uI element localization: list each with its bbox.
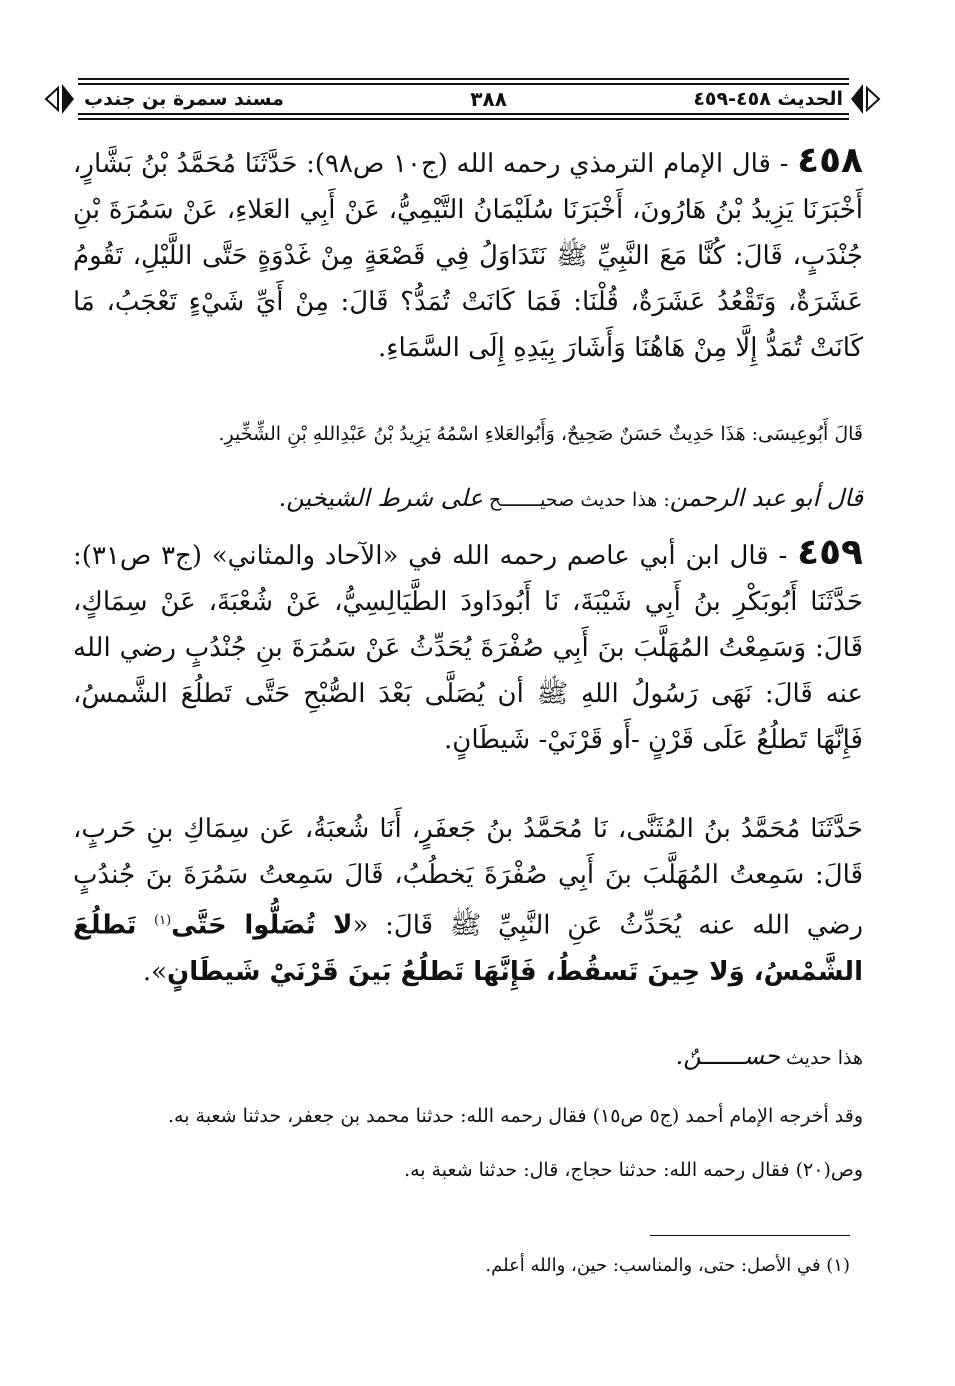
hadith-number: ٤٥٩ — [797, 532, 864, 573]
header-hadith-range: الحديث ٤٥٨-٤٥٩ — [693, 88, 843, 110]
prophetic-saying-part2: تَطلُعَ الشَّمْسُ، وَلا حِينَ تَسقُطُ، فَإِنَّهَا تَطلُعُ بَينَ قَرْنَيْ شَيطَانٍ — [73, 910, 863, 987]
hadith-number: ٤٥٨ — [797, 140, 864, 181]
hadith-458 — [73, 138, 863, 371]
author-verdict-suffix: على شرط الشيخين. — [278, 484, 483, 512]
prophetic-saying-part1: لا تُصَلُّوا حَتَّى — [171, 910, 353, 941]
takhrij-ahmad-2: وص(٢٠) فقال رحمه الله: حدثنا حجاج، قال: حدثنا شعبة به. — [404, 1159, 863, 1181]
page-number: ٣٨٨ — [470, 87, 507, 111]
running-header — [78, 78, 849, 120]
author-verdict — [73, 478, 863, 520]
footnote-divider — [650, 1235, 850, 1236]
author-label: قال أبو عبد الرحمن — [669, 484, 863, 512]
author-verdict-text: : هذا حديث صحيـــــــح — [488, 489, 670, 511]
footnote-marker: (١) — [154, 913, 172, 928]
hadith-text: - قال الإمام الترمذي رحمه الله (ج١٠ ص٩٨): حَدَّثَنَا مُحَمَّدُ بْنُ بَشَّارٍ، أَخْبَرَنَا يَزِيدُ بْنُ هَارُونَ، أَخْبَرَنَا سُلَيْمَانُ التَّيْمِيُّ، عَنْ أَبِي العَلاءِ، عَنْ سَمُرَةَ بْنِ جُنْدَبٍ، قَالَ: كُنَّا مَعَ النَّبِيِّ ﷺ نَتَدَاوَلُ فِي قَصْعَةٍ مِنْ غَدْوَةٍ حَتَّى اللَّيْلِ، تَقُومُ عَشَرَةٌ، وَتَقْعُدُ عَشَرَةٌ، قُلْنَا: فَمَا كَانَتْ تُمَدُّ؟ قَالَ: مِنْ أَيِّ شَيْءٍ تَعْجَبُ، مَا كَانَتْ تُمَدُّ إِلَّا مِنْ هَاهُنَا وَأَشَارَ بِيَدِهِ إِلَى السَّمَاءِ. — [73, 149, 863, 363]
hadith-459-second-chain — [73, 806, 863, 995]
hadith-459 — [73, 530, 863, 763]
takhrij-ahmad: وقد أخرجه الإمام أحمد (ج٥ ص١٥) فقال رحمه الله: حدثنا محمد بن جعفر، حدثنا شعبة به. — [168, 1105, 863, 1127]
quote-close: ». — [142, 956, 168, 987]
footnote: (١) في الأصل: حتى، والمناسب: حين، والله أعلم. — [485, 1255, 850, 1276]
header-ornament-right-icon — [849, 80, 881, 118]
hasan-verdict — [73, 1036, 863, 1078]
header-book-title: مسند سمرة بن جندب — [84, 88, 284, 110]
hadith-text: - قال ابن أبي عاصم رحمه الله في «الآحاد والمثاني» (ج٣ ص٣١): حَدَّثَنَا أَبُوبَكْرِ بنُ أَبِي شَيْبَةَ، نَا أَبُودَاودَ الطَّيَالِسِيُّ، عَنْ شُعْبَةَ، عَنْ سِمَاكٍ، قَالَ: وَسَمِعْتُ المُهَلَّبَ بنَ أَبِي صُفْرَةَ يُحَدِّثُ عَنْ سَمُرَةَ بنِ جُنْدُبٍ رضي الله عنه قَالَ: نَهَى رَسُولُ اللهِ ﷺ أن يُصَلَّى بَعْدَ الصُّبْحِ حَتَّى تَطلُعَ الشَّمسُ، فَإِنَّهَا تَطلُعُ عَلَى قَرْنٍ -أَو قَرْنَيْ- شَيطَانٍ. — [73, 541, 863, 755]
hasan-label: هذا حديث — [786, 1047, 863, 1069]
chain-text: حَدَّثَنَا مُحَمَّدُ بنُ المُثَنَّى، نَا مُحَمَّدُ بنُ جَعفَرٍ، أَنَا شُعبَةُ، عَن سِمَاكِ بنِ حَربٍ، قَالَ: سَمِعتُ المُهَلَّبَ بنَ أَبِي صُفْرَةَ يَخطُبُ، قَالَ سَمِعتُ سَمُرَةَ بنَ جُندُبٍ رضي الله عنه يُحَدِّثُ عَنِ النَّبِيِّ ﷺ قَالَ: « — [73, 814, 863, 941]
header-ornament-left-icon — [44, 80, 76, 118]
hasan-word: حســــــنٌ. — [675, 1042, 780, 1070]
tirmidhi-note: قَالَ أَبُوعِيسَى: هَذَا حَدِيثٌ حَسَنٌ صَحِيحٌ، وَأَبُوالعَلاءِ اسْمُهُ يَزِيدُ بْنُ عَبْدِاللهِ بْنِ الشِّخِّيرِ. — [218, 423, 863, 445]
